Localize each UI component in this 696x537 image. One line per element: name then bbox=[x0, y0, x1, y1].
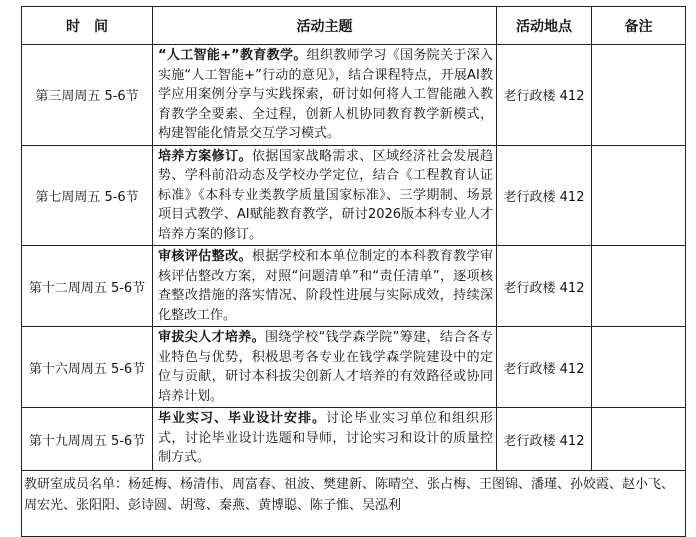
table-header-row bbox=[22, 7, 686, 45]
row-topic-title: “人工智能+”教育教学。 bbox=[158, 48, 307, 63]
row-place: 老行政楼 412 bbox=[497, 246, 592, 327]
row-topic-title: 审核评估整改。 bbox=[158, 249, 252, 264]
row-topic-title: 毕业实习、毕业设计安排。 bbox=[158, 411, 326, 426]
row-time: 第十六周周五 5-6节 bbox=[22, 327, 153, 408]
row-time: 第十九周周五 5-6节 bbox=[22, 408, 153, 471]
row-topic bbox=[153, 327, 497, 408]
row-time: 第十二周周五 5-6节 bbox=[22, 246, 153, 327]
row-note bbox=[592, 408, 686, 471]
activity-schedule-table bbox=[21, 6, 686, 537]
table-row bbox=[22, 246, 686, 327]
row-topic-body: 依据国家战略需求、区域经济社会发展趋势、学科前沿动态及学校办学定位，结合《工程教育认证标准》《本科专业类教学质量国家标准》、三学期制、场景项目式教学、AI赋能教育教学，研讨2026版本科专业人才培养方案的修订。 bbox=[158, 148, 493, 242]
row-note bbox=[592, 246, 686, 327]
members-list: 教研室成员名单：杨延梅、杨清伟、周富春、祖波、樊建新、陈晴空、张占梅、王图锦、潘瑾、孙姣霞、赵小飞、周宏光、张阳阳、彭诗圆、胡莺、秦燕、黄博聪、陈子惟、吴泓利 bbox=[22, 471, 686, 537]
row-topic bbox=[153, 145, 497, 246]
row-topic bbox=[153, 246, 497, 327]
table-row bbox=[22, 327, 686, 408]
row-topic bbox=[153, 45, 497, 146]
table-row bbox=[22, 145, 686, 246]
row-topic-title: 审拔尖人才培养。 bbox=[158, 330, 266, 345]
row-place: 老行政楼 412 bbox=[497, 45, 592, 146]
header-note: 备注 bbox=[592, 7, 686, 45]
row-note bbox=[592, 327, 686, 408]
row-topic-body: 根据学校和本单位制定的本科教育教学审核评估整改方案，对照“问题清单”和“责任清单”，逐项核查整改措施的落实情况、阶段性进展与实际成效，持续深化整改工作。 bbox=[158, 249, 493, 323]
row-place: 老行政楼 412 bbox=[497, 408, 592, 471]
row-topic bbox=[153, 408, 497, 471]
table-row bbox=[22, 408, 686, 471]
header-time: 时 间 bbox=[22, 7, 153, 45]
row-topic-body: 围绕学校“钱学森学院”筹建，结合各专业特色与优势，积极思考各专业在钱学森学院建设中的定位与贡献，研讨本科拔尖创新人才培养的有效路径或协同培养计划。 bbox=[158, 330, 493, 404]
row-time: 第三周周五 5-6节 bbox=[22, 45, 153, 146]
row-note bbox=[592, 45, 686, 146]
row-note bbox=[592, 145, 686, 246]
members-row bbox=[22, 471, 686, 537]
row-place: 老行政楼 412 bbox=[497, 327, 592, 408]
header-place: 活动地点 bbox=[497, 7, 592, 45]
row-topic-title: 培养方案修订。 bbox=[158, 148, 252, 164]
table-row bbox=[22, 45, 686, 146]
row-topic-body: 讨论毕业实习单位和组织形式，讨论毕业设计选题和导师，讨论实习和设计的质量控制方式。 bbox=[158, 411, 493, 465]
row-place: 老行政楼 412 bbox=[497, 145, 592, 246]
row-topic-body: 组织教师学习《国务院关于深入实施“人工智能+”行动的意见》，结合课程特点，开展AI教学应用案例分享与实践探索，研讨如何将人工智能融入教育教学全要素、全过程，创新人机协同教育教学新模式，构建智能化情景交互学习模式。 bbox=[158, 48, 493, 141]
header-topic: 活动主题 bbox=[153, 7, 497, 45]
row-time: 第七周周五 5-6节 bbox=[22, 145, 153, 246]
